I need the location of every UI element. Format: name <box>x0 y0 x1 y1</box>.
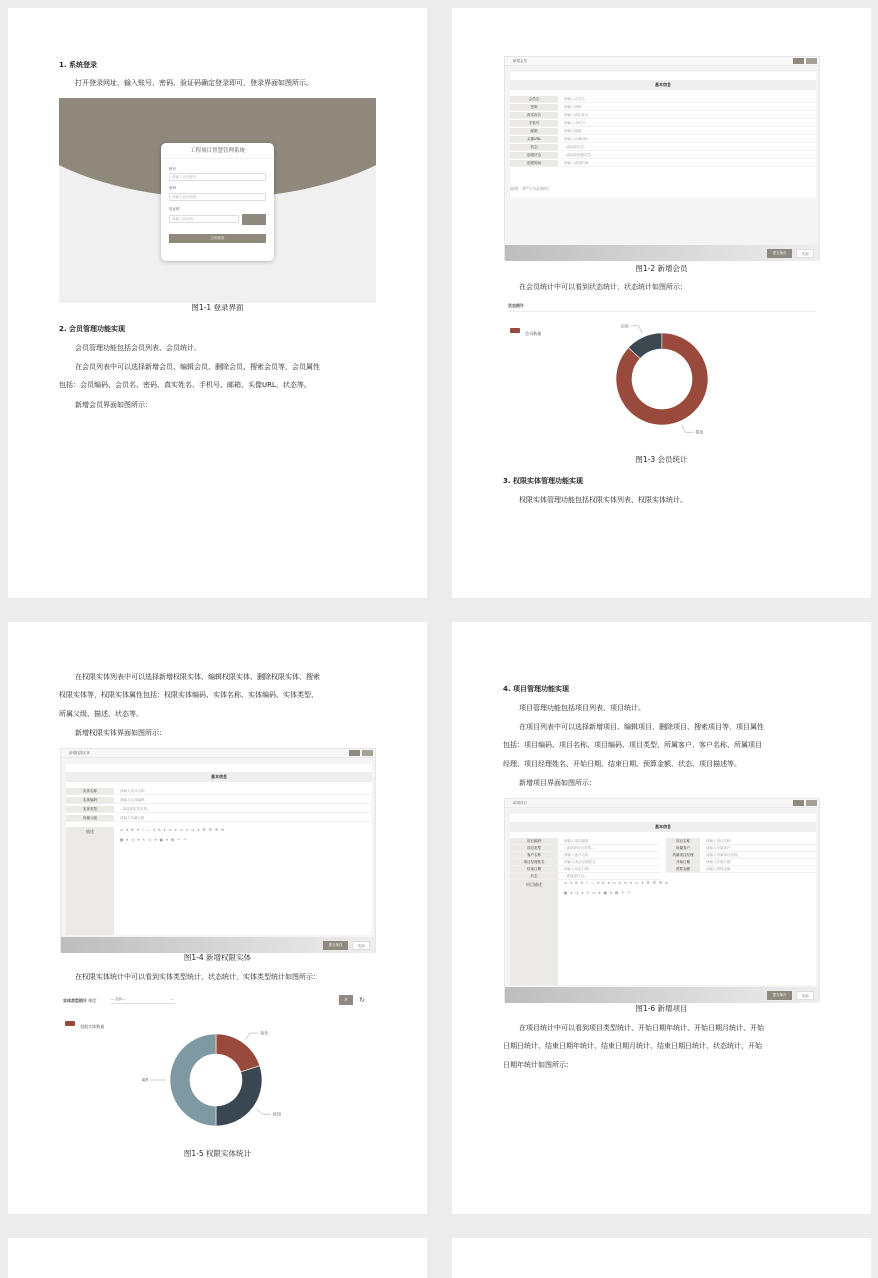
entity-type-chart <box>63 994 373 1136</box>
field-label: 项目编码 <box>510 838 558 844</box>
add-project-form-screenshot <box>504 798 820 1002</box>
field-input[interactable]: 请输入密码 <box>564 105 582 109</box>
close-button[interactable]: 关闭 <box>796 249 814 258</box>
paragraph-line: 项目管理功能包括项目列表、项目统计。 <box>519 704 645 712</box>
field-label: 项目名称 <box>666 838 700 844</box>
submit-button[interactable]: 提交保存 <box>323 941 348 950</box>
chart-title: 实体类型统计 <box>63 998 87 1003</box>
form-row <box>66 797 372 804</box>
captcha-image[interactable] <box>242 214 266 225</box>
legend-label: 会员数量 <box>525 331 542 336</box>
form-tab-title: 新增权限实体 <box>61 749 375 758</box>
field-input[interactable]: --请选择项目类型-- <box>564 846 594 850</box>
close-button[interactable]: 关闭 <box>796 991 814 1000</box>
field-label: 项目类型 <box>510 845 558 851</box>
form-row <box>510 873 660 880</box>
add-member-form-screenshot <box>504 56 820 260</box>
form-row <box>510 136 816 143</box>
form-row <box>510 845 660 852</box>
field-label: 创建时间 <box>510 160 558 166</box>
paragraph-line: 经理、项目经理姓名、开始日期、结束日期、预算金额、状态、项目描述等。 <box>503 760 741 768</box>
label-leader-line <box>631 326 642 333</box>
document-page-5 <box>8 1238 427 1278</box>
form-row <box>510 144 816 151</box>
form-footer <box>505 987 819 1003</box>
form-row <box>666 859 816 866</box>
toolbar-button[interactable] <box>362 750 373 756</box>
field-input[interactable]: 请输入所属客户 <box>706 846 731 850</box>
field-label: 真实姓名 <box>510 112 558 118</box>
form-row <box>66 788 372 795</box>
close-button[interactable]: 关闭 <box>352 941 370 950</box>
form-row <box>510 128 816 135</box>
field-label: 邮箱 <box>510 128 558 134</box>
field-label: 状态 <box>510 144 558 150</box>
field-input[interactable]: 请输入客户名称 <box>564 853 589 857</box>
toolbar-button[interactable] <box>349 750 360 756</box>
login-card <box>161 143 274 261</box>
field-input[interactable]: 请输入头像URL <box>564 137 589 141</box>
form-row <box>510 96 816 103</box>
figure-caption: 图1-5 权限实体统计 <box>183 1149 252 1158</box>
paragraph-line: 打开登录网址，输入账号、密码、验证码确定登录即可，登录界面如图所示。 <box>75 79 313 87</box>
paragraph-line: 权限实体管理功能包括权限实体列表、权限实体统计。 <box>519 496 687 504</box>
field-input[interactable]: 请输入预算金额 <box>706 867 731 871</box>
form-row <box>666 852 816 859</box>
figure-caption: 图1-4 新增权限实体 <box>183 953 252 962</box>
field-label: 开始日期 <box>666 859 700 865</box>
document-page-1 <box>8 8 427 598</box>
field-label: 结束日期 <box>510 866 558 872</box>
section-heading: 2. 会员管理功能实现 <box>59 325 125 333</box>
field-input[interactable]: 请输入创建时间 <box>564 161 589 165</box>
slice-label: 禁用 <box>695 429 704 435</box>
desc-label: 描述 <box>86 829 94 834</box>
field-label: 密码 <box>510 104 558 110</box>
field-label: 客户名称 <box>510 852 558 858</box>
field-label: 所属父级 <box>66 815 114 821</box>
chart-title: 状态统计 <box>508 303 524 308</box>
pie-slice-按钮[interactable] <box>216 1066 262 1126</box>
field-label: 会员名 <box>510 96 558 102</box>
field-input[interactable]: 请输入项目名称 <box>706 839 731 843</box>
field-input[interactable]: --请选择状态-- <box>564 145 587 149</box>
form-sheet <box>510 72 816 198</box>
form-note: 说明：带*号为必填项。 <box>510 186 552 191</box>
field-label: 预算金额 <box>666 866 700 872</box>
pie-slice-菜单[interactable] <box>216 1034 260 1072</box>
field-label: 头像URL <box>510 136 558 142</box>
field-input[interactable]: 请输入开始日期 <box>706 860 731 864</box>
editor-toolbar-2[interactable]: ▦ ▾ ◷ ▾ ✎ ▭ ▾ ▣ ▾ ▤ ↶ ↷ <box>120 838 188 842</box>
form-row <box>510 120 816 127</box>
login-button[interactable]: 立即登录 <box>169 234 266 243</box>
filter-label: 维度： <box>88 998 101 1003</box>
field-label: 实体名称 <box>66 788 114 794</box>
form-section-title: 基本信息 <box>510 822 816 832</box>
donut-chart <box>508 301 816 443</box>
label-leader-line <box>245 1033 258 1039</box>
form-row <box>666 866 816 873</box>
label-leader-line <box>256 1109 270 1114</box>
form-section-title: 基本信息 <box>510 80 816 90</box>
submit-button[interactable]: 提交保存 <box>767 991 792 1000</box>
field-input[interactable]: 请输入所属父级 <box>120 816 145 820</box>
field-input[interactable]: 请输入手机号 <box>564 121 585 125</box>
field-input[interactable]: 请输入真实姓名 <box>564 113 589 117</box>
paragraph-line: 在项目统计中可以看到项目类型统计、开始日期年统计、开始日期月统计、开始 <box>519 1024 764 1032</box>
form-footer <box>505 245 819 261</box>
paragraph-line: 包括：项目编码、项目名称、项目编码、项目类型、所属客户、客户名称、所属项目 <box>503 741 762 749</box>
field-label: 手机号 <box>510 120 558 126</box>
dimension-select[interactable]: ---全部--- ⌄ <box>111 995 175 1004</box>
field-label: 所属项目经理 <box>666 852 700 858</box>
desc-label-cell <box>66 827 114 935</box>
field-input[interactable]: 请输入结束日期 <box>564 867 589 871</box>
form-row <box>666 845 816 852</box>
section-heading: 4. 项目管理功能实现 <box>503 685 569 693</box>
field-label: 实体类型 <box>66 806 114 812</box>
form-row <box>510 859 660 866</box>
paragraph-line: 日期年统计如图所示： <box>503 1061 573 1069</box>
paragraph-line: 新增项目界面如图所示： <box>519 779 596 787</box>
form-row <box>510 160 816 167</box>
paragraph-line: 新增权限实体界面如图所示： <box>75 729 166 737</box>
paragraph-line: 在权限实体统计中可以看到实体类型统计、状态统计，实体类型统计如图所示： <box>75 973 320 981</box>
slice-label: API <box>141 1077 148 1083</box>
form-row <box>666 838 816 845</box>
field-label: 项目经理姓名 <box>510 859 558 865</box>
form-row <box>510 852 660 859</box>
document-page-6 <box>452 1238 871 1278</box>
form-sheet <box>510 814 816 985</box>
toolbar-button[interactable] <box>793 58 804 64</box>
account-label: 账号 <box>169 167 176 171</box>
refresh-icon[interactable]: ↻ <box>359 996 365 1004</box>
donut-chart <box>63 994 373 1136</box>
field-label: 状态 <box>510 873 558 879</box>
form-row <box>510 104 816 111</box>
field-input[interactable]: 请输入邮箱 <box>564 129 582 133</box>
toolbar-button[interactable] <box>806 800 817 806</box>
toolbar-button[interactable] <box>806 58 817 64</box>
paragraph-line: 包括：会员编码、会员名、密码、真实姓名、手机号、邮箱、头像URL、状态等。 <box>59 381 311 389</box>
label-leader-line <box>682 425 693 432</box>
slice-label: 启用 <box>620 323 629 329</box>
form-tab-title: 新增项目 <box>505 799 819 808</box>
field-input[interactable]: --请选择创建状态-- <box>564 153 594 157</box>
figure-caption: 图1-6 新增项目 <box>635 1004 688 1013</box>
editor-toolbar[interactable]: ▭ ▾ B U I — ▾ A ▾ ▭ ▾ ▭ ▾ ▭ ▾ ☰ ☰ ☰ ≡ <box>120 828 226 832</box>
editor-toolbar-2[interactable]: ▦ ▾ ◷ ▾ ✎ ▭ ▾ ▣ ▾ ▤ ↶ ↷ <box>564 891 632 895</box>
section-heading: 1. 系统登录 <box>59 61 97 69</box>
add-permission-form-screenshot <box>60 748 376 952</box>
field-input[interactable]: 请输入所属项目经理 <box>706 853 738 857</box>
document-page-4 <box>452 622 871 1214</box>
paragraph-line: 权限实体等，权限实体属性包括：权限实体编码、实体名称、实体编码、实体类型、 <box>59 691 318 699</box>
form-footer <box>61 937 375 953</box>
form-row <box>510 152 816 159</box>
field-input[interactable]: 请输入项目经理姓名 <box>564 860 596 864</box>
slice-label: 按钮 <box>272 1111 281 1117</box>
form-row <box>66 806 372 813</box>
section-heading: 3. 权限实体管理功能实现 <box>503 477 583 485</box>
legend-label: 权限实体数量 <box>80 1024 105 1029</box>
field-input[interactable]: --请选择实体类型-- <box>120 807 150 811</box>
field-label: 所属客户 <box>666 845 700 851</box>
form-row <box>510 112 816 119</box>
submit-button[interactable]: 提交保存 <box>767 249 792 258</box>
paragraph-line: 在会员统计中可以看到状态统计，状态统计如图所示： <box>519 283 687 291</box>
pie-slice-API[interactable] <box>170 1034 216 1126</box>
password-input[interactable]: 请输入登录密码 <box>169 193 266 201</box>
captcha-input[interactable]: 请输入验证码 <box>169 215 239 223</box>
field-input[interactable]: 请输入项目编码 <box>564 839 589 843</box>
form-row <box>66 815 372 822</box>
paragraph-line: 所属父级、描述、状态等。 <box>59 710 143 718</box>
field-label: 创建状态 <box>510 152 558 158</box>
field-input[interactable]: --请选择状态-- <box>564 874 587 878</box>
search-icon[interactable]: ⌕ <box>339 995 353 1005</box>
form-section-title: 基本信息 <box>66 772 372 782</box>
field-input[interactable]: 请输入实体编码 <box>120 798 145 802</box>
toolbar-button[interactable] <box>793 800 804 806</box>
desc-label: 项目描述 <box>526 882 542 887</box>
login-title: 工程项目智慧管理系统 <box>161 143 274 159</box>
desc-label-cell <box>510 880 558 985</box>
password-label: 密码 <box>169 186 176 190</box>
field-input[interactable]: 请输入实体名称 <box>120 789 145 793</box>
figure-caption: 图1-3 会员统计 <box>635 455 688 464</box>
paragraph-line: 在权限实体列表中可以选择新增权限实体、编辑权限实体、删除权限实体、搜索 <box>75 673 320 681</box>
paragraph-line: 在会员列表中可以选择新增会员、编辑会员、删除会员、搜索会员等，会员属性 <box>75 363 320 371</box>
paragraph-line: 新增会员界面如图所示： <box>75 401 152 409</box>
paragraph-line: 在项目列表中可以选择新增项目、编辑项目、删除项目、搜索项目等，项目属性 <box>519 723 764 731</box>
field-label: 实体编码 <box>66 797 114 803</box>
slice-label: 菜单 <box>260 1030 269 1036</box>
document-page-3 <box>8 622 427 1214</box>
figure-caption: 图1-1 登录界面 <box>191 303 244 312</box>
field-input[interactable]: 请输入会员名 <box>564 97 585 101</box>
paragraph-line: 日期日统计、结束日期年统计、结束日期月统计、结束日期日统计、状态统计，开始 <box>503 1042 762 1050</box>
paragraph-line: 会员管理功能包括会员列表、会员统计。 <box>75 344 201 352</box>
form-sheet <box>66 764 372 935</box>
form-tab-title: 新增会员 <box>505 57 819 66</box>
form-row <box>510 866 660 873</box>
editor-toolbar[interactable]: ▭ ▾ B U I — ▾ A ▾ ▭ ▾ ▭ ▾ ▭ ▾ ☰ ☰ ☰ ≡ <box>564 881 670 885</box>
account-input[interactable]: 请输入登录账号 <box>169 173 266 181</box>
figure-caption: 图1-2 新增会员 <box>635 264 688 273</box>
document-page-2 <box>452 8 871 598</box>
captcha-label: 验证码 <box>169 207 180 211</box>
form-row <box>510 838 660 845</box>
login-screenshot <box>59 98 376 303</box>
member-status-chart <box>508 301 816 443</box>
